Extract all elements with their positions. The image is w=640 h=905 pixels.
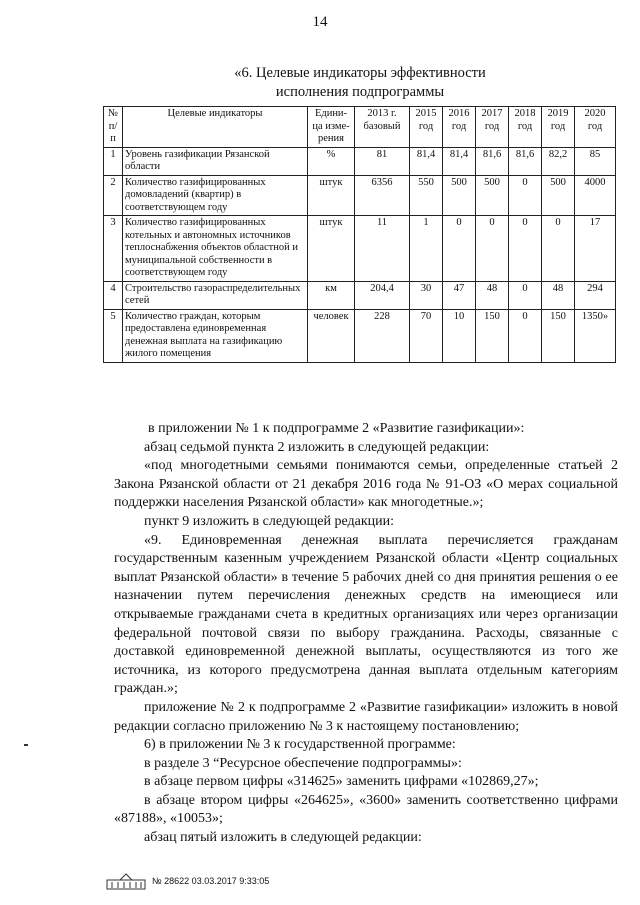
cell-y2018: 0 xyxy=(509,216,542,282)
paragraph: «под многодетными семьями понимаются семьи, определенные статьей 2 Закона Рязанской области от 21 декабря 2016 года № 91-ОЗ «О мерах социальной поддержки населения Рязанской области» как многодетные.»; xyxy=(114,458,618,511)
table-row xyxy=(104,281,616,309)
cell-y2017: 81,6 xyxy=(476,147,509,175)
body-text xyxy=(114,420,618,848)
footer xyxy=(106,872,269,890)
cell-base: 228 xyxy=(355,309,410,362)
cell-name: Строительство газораспределительных сетей xyxy=(123,281,308,309)
page-number: 14 xyxy=(312,14,328,30)
header-2018: 2018 год xyxy=(509,107,542,148)
cell-base: 204,4 xyxy=(355,281,410,309)
cell-y2017: 0 xyxy=(476,216,509,282)
cell-unit: человек xyxy=(308,309,355,362)
header-unit: Едини-ца изме-рения xyxy=(308,107,355,148)
cell-y2017: 500 xyxy=(476,175,509,216)
cell-y2015: 30 xyxy=(410,281,443,309)
cell-base: 6356 xyxy=(355,175,410,216)
header-num: № п/п xyxy=(104,107,123,148)
cell-y2018: 0 xyxy=(509,281,542,309)
cell-unit: штук xyxy=(308,175,355,216)
table-row xyxy=(104,175,616,216)
paragraph: в абзаце втором цифры «264625», «3600» заменить соответственно цифрами «87188», «10053»; xyxy=(114,792,618,827)
cell-y2015: 550 xyxy=(410,175,443,216)
header-2020: 2020 год xyxy=(575,107,616,148)
cell-y2016: 81,4 xyxy=(443,147,476,175)
paragraph: приложение № 2 к подпрограмме 2 «Развитие газификации» изложить в новой редакции согласно приложению № 3 к настоящему постановлению; xyxy=(114,699,618,734)
cell-unit: км xyxy=(308,281,355,309)
table-row xyxy=(104,216,616,282)
cell-name: Количество граждан, которым предоставлена единовременная денежная выплата на газификацию жилого помещения xyxy=(123,309,308,362)
cell-y2016: 47 xyxy=(443,281,476,309)
paragraph: абзац седьмой пункта 2 изложить в следующей редакции: xyxy=(144,439,490,455)
header-2015: 2015 год xyxy=(410,107,443,148)
cell-y2020: 17 xyxy=(575,216,616,282)
paragraph: пункт 9 изложить в следующей редакции: xyxy=(144,513,394,529)
header-name: Целевые индикаторы xyxy=(123,107,308,148)
header-2016: 2016 год xyxy=(443,107,476,148)
section-title xyxy=(120,64,600,102)
margin-mark xyxy=(24,744,28,746)
header-base: 2013 г. базовый xyxy=(355,107,410,148)
cell-y2016: 500 xyxy=(443,175,476,216)
cell-base: 11 xyxy=(355,216,410,282)
paragraph: в разделе 3 “Ресурсное обеспечение подпрограммы»: xyxy=(144,755,462,771)
cell-y2019: 82,2 xyxy=(542,147,575,175)
cell-num: 2 xyxy=(104,175,123,216)
header-2019: 2019 год xyxy=(542,107,575,148)
cell-name: Количество газифицированных котельных и автономных источников теплоснабжения объектов областной и муниципальной собственности в соответствующем году xyxy=(123,216,308,282)
cell-y2020: 85 xyxy=(575,147,616,175)
indicators-table xyxy=(103,106,616,363)
header-2017: 2017 год xyxy=(476,107,509,148)
paragraph: абзац пятый изложить в следующей редакции: xyxy=(144,830,422,846)
footer-registration: № 28622 03.03.2017 9:33:05 xyxy=(152,876,270,886)
cell-y2018: 0 xyxy=(509,175,542,216)
cell-num: 5 xyxy=(104,309,123,362)
cell-y2019: 48 xyxy=(542,281,575,309)
cell-num: 4 xyxy=(104,281,123,309)
cell-y2020: 1350» xyxy=(575,309,616,362)
cell-y2015: 81,4 xyxy=(410,147,443,175)
building-stamp-icon xyxy=(106,872,146,890)
cell-unit: штук xyxy=(308,216,355,282)
cell-y2018: 0 xyxy=(509,309,542,362)
cell-num: 3 xyxy=(104,216,123,282)
cell-num: 1 xyxy=(104,147,123,175)
cell-name: Количество газифицированных домовладений (квартир) в соответствующем году xyxy=(123,175,308,216)
cell-y2019: 0 xyxy=(542,216,575,282)
cell-y2017: 150 xyxy=(476,309,509,362)
cell-y2016: 0 xyxy=(443,216,476,282)
cell-unit: % xyxy=(308,147,355,175)
cell-y2015: 1 xyxy=(410,216,443,282)
cell-y2019: 500 xyxy=(542,175,575,216)
table-row xyxy=(104,147,616,175)
paragraph: в приложении № 1 к подпрограмме 2 «Развитие газификации»: xyxy=(148,421,525,436)
cell-y2020: 4000 xyxy=(575,175,616,216)
paragraph: «9. Единовременная денежная выплата перечисляется гражданам государственным казенным учреждением Рязанской области «Центр социальных выплат Рязанской области» в течение 5 рабочих дней со дня принятия решения о ее назначении путем перечисления денежных средств на имеющиеся или открываемые гражданами счета в кредитных организациях или через организации федеральной почтовой связи по выбору гражданина. Расходы, связанные с доставкой единовременной денежной выплаты, осуществляются из того же источника, из которого предусмотрена данная выплата отдельным категориям граждан.»; xyxy=(114,532,618,697)
table-row xyxy=(104,309,616,362)
cell-y2018: 81,6 xyxy=(509,147,542,175)
cell-name: Уровень газификации Рязанской области xyxy=(123,147,308,175)
cell-y2020: 294 xyxy=(575,281,616,309)
section-title-line1: «6. Целевые индикаторы эффективности xyxy=(234,65,486,81)
section-title-line2: исполнения подпрограммы xyxy=(275,84,445,100)
cell-y2017: 48 xyxy=(476,281,509,309)
paragraph: в абзаце первом цифры «314625» заменить цифрами «102869,27»; xyxy=(144,774,539,790)
table-header-row xyxy=(104,107,616,148)
cell-y2016: 10 xyxy=(443,309,476,362)
paragraph: 6) в приложении № 3 к государственной программе: xyxy=(144,737,456,753)
cell-y2015: 70 xyxy=(410,309,443,362)
cell-base: 81 xyxy=(355,147,410,175)
cell-y2019: 150 xyxy=(542,309,575,362)
